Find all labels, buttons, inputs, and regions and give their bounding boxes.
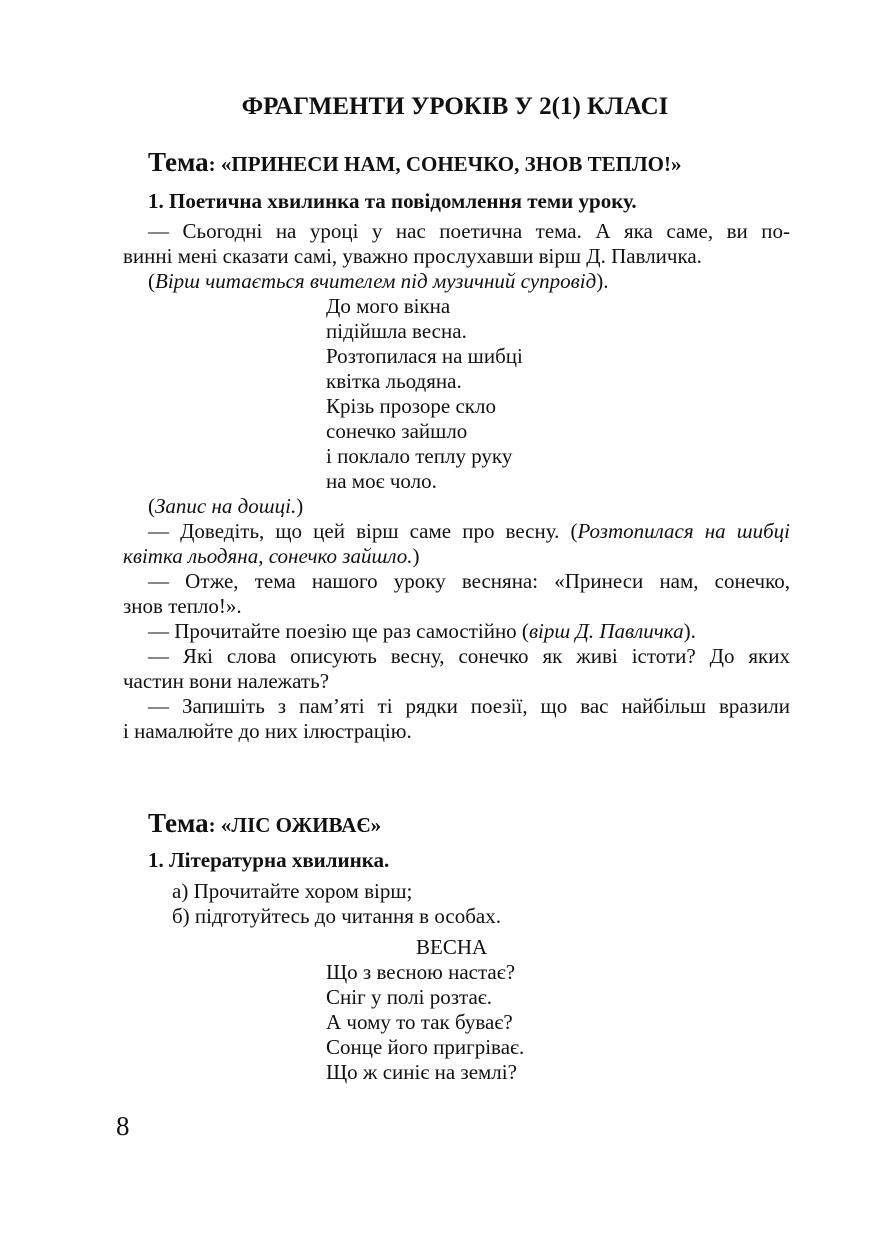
- lesson2-theme-label: Тема: [148, 808, 209, 838]
- poem-title: ВЕСНА: [416, 935, 488, 959]
- lesson2-section1-heading: 1. Літературна хвилинка.: [148, 848, 390, 872]
- lesson1-theme: [148, 146, 681, 180]
- poem-line: Що з весною настає?: [326, 960, 516, 984]
- question3-answer: вірш Д. Павличка: [528, 619, 684, 643]
- question3-text: — Прочитайте поезію ще раз самостійно (: [148, 619, 529, 643]
- question1-answer: Розтопилася на шибці: [577, 519, 791, 543]
- paren: (: [148, 494, 155, 518]
- question5-line2: і намалюйте до них ілюстрацію.: [123, 719, 412, 743]
- lesson1-para1-line2: винні мені сказати самі, уважно прослухавши вірш Д. Павличка.: [123, 244, 702, 268]
- question2-line2: знов тепло!».: [123, 594, 242, 618]
- lesson1-theme-label: Тема: [148, 147, 209, 177]
- question1-line1: [148, 519, 790, 544]
- paren: ): [412, 544, 420, 568]
- board-note-text: Запис на дошці.: [155, 494, 297, 518]
- paren: ).: [683, 619, 696, 643]
- question4-line2: частин вони належать?: [123, 669, 330, 693]
- question2-line1: — Отже, тема нашого уроку весняна: «Принеси нам, сонечко,: [148, 569, 790, 593]
- task-a: а) Прочитайте хором вірш;: [172, 879, 413, 903]
- poem-line: Сніг у полі розтає.: [326, 985, 493, 1009]
- question1-answer-cont: квітка льодяна, сонечко зайшло.: [123, 544, 413, 568]
- lesson1-section1-heading: 1. Поетична хвилинка та повідомлення теми уроку.: [148, 189, 637, 213]
- poem-line: До мого вікна: [326, 294, 451, 318]
- reading-note-text: Вірш читається вчителем під музичний супровід: [155, 269, 597, 293]
- poem-line: сонечко зайшло: [326, 419, 468, 443]
- poem-line: Сонце його пригріває.: [326, 1035, 525, 1059]
- task-b: б) підготуйтесь до читання в особах.: [172, 904, 501, 928]
- poem-line: підійшла весна.: [326, 319, 467, 343]
- question5-line1: — Запишіть з пам’яті ті рядки поезії, що вас найбільш вразили: [148, 694, 790, 718]
- question1-text: — Доведіть, що цей вірш саме про весну. (: [148, 519, 578, 543]
- poem-line: і поклало теплу руку: [326, 444, 513, 468]
- poem-line: Що ж синіє на землі?: [326, 1060, 517, 1084]
- question4-line1: — Які слова описують весну, сонечко як живі істоти? До яких: [148, 644, 790, 668]
- paren: ).: [596, 269, 609, 293]
- lesson1-para1-line1: — Сьогодні на уроці у нас поетична тема. А яка саме, ви по-: [148, 219, 790, 243]
- poem-line: на моє чоло.: [326, 469, 437, 493]
- poem-line: Крізь прозоре скло: [326, 394, 496, 418]
- page-number: 8: [116, 1111, 130, 1141]
- poem-line: квітка льодяна.: [326, 369, 462, 393]
- lesson1-theme-value: : «ПРИНЕСИ НАМ, СОНЕЧКО, ЗНОВ ТЕПЛО!»: [208, 152, 682, 176]
- paren: (: [148, 269, 155, 293]
- lesson1-reading-note: [148, 269, 609, 294]
- paren: ): [296, 494, 304, 518]
- poem-line: Розтопилася на шибці: [326, 344, 523, 368]
- page-title: ФРАГМЕНТИ УРОКІВ У 2(1) КЛАСІ: [241, 93, 669, 120]
- question1-line2: [123, 544, 420, 569]
- question3: [148, 619, 696, 644]
- board-note: [148, 494, 303, 519]
- lesson2-theme: [148, 807, 381, 841]
- lesson2-theme-value: : «ЛІС ОЖИВАЄ»: [208, 813, 382, 837]
- poem-line: А чому то так буває?: [326, 1010, 513, 1034]
